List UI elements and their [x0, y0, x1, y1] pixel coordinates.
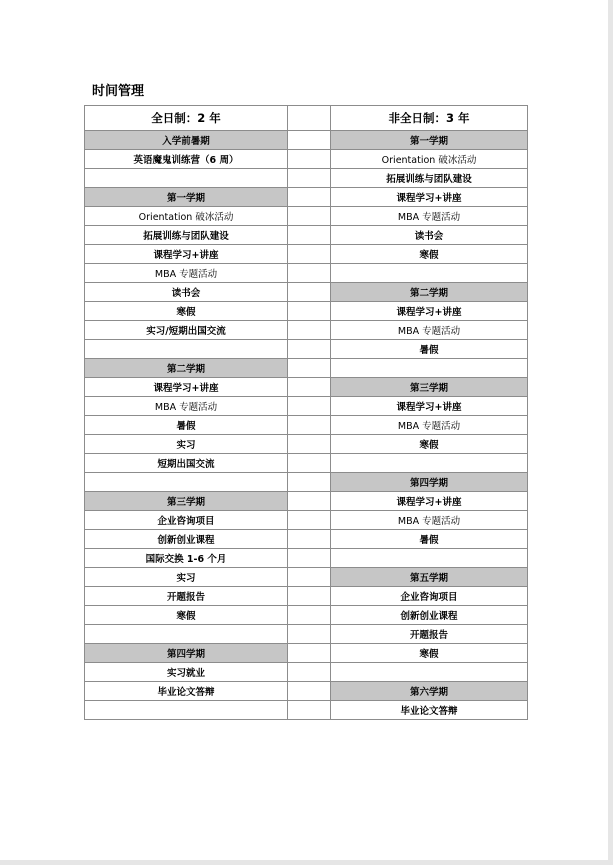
table-row [85, 454, 528, 473]
term-header-left: 第三学期 [85, 492, 288, 511]
term-header-left: 入学前暑期 [85, 131, 288, 150]
cell-right: 暑假 [331, 340, 528, 359]
table-row [85, 568, 528, 587]
table-row [85, 169, 528, 188]
term-header-left: 第一学期 [85, 188, 288, 207]
cell-left: 短期出国交流 [85, 454, 288, 473]
table-row [85, 587, 528, 606]
table-row [85, 245, 528, 264]
cell-right: 课程学习+讲座 [331, 492, 528, 511]
section-title: 时间管理 [92, 84, 145, 99]
table-row [85, 359, 528, 378]
table-row [85, 302, 528, 321]
cell-gap [288, 378, 331, 397]
header-gap [288, 106, 331, 131]
cell-gap [288, 226, 331, 245]
cell-left: 课程学习+讲座 [85, 378, 288, 397]
cell-right: MBA 专题活动 [331, 416, 528, 435]
table-row [85, 150, 528, 169]
table-row [85, 226, 528, 245]
cell-right [331, 454, 528, 473]
cell-left: 毕业论文答辩 [85, 682, 288, 701]
cell-gap [288, 283, 331, 302]
table-row [85, 378, 528, 397]
cell-right: 创新创业课程 [331, 606, 528, 625]
table-row [85, 473, 528, 492]
schedule-table [84, 105, 528, 720]
cell-right: 开题报告 [331, 625, 528, 644]
header-part-time: 非全日制：3 年 [331, 106, 528, 131]
cell-right: 课程学习+讲座 [331, 302, 528, 321]
header-row [85, 106, 528, 131]
table-row [85, 663, 528, 682]
schedule-table-body [85, 106, 528, 720]
cell-left: 拓展训练与团队建设 [85, 226, 288, 245]
term-header-right: 第二学期 [331, 283, 528, 302]
cell-left: 寒假 [85, 606, 288, 625]
cell-left [85, 169, 288, 188]
term-header-right: 第五学期 [331, 568, 528, 587]
table-row [85, 682, 528, 701]
cell-gap [288, 682, 331, 701]
cell-right: 寒假 [331, 245, 528, 264]
cell-gap [288, 245, 331, 264]
cell-left [85, 701, 288, 720]
cell-right [331, 663, 528, 682]
cell-left: 实习/短期出国交流 [85, 321, 288, 340]
table-row [85, 644, 528, 663]
header-full-time: 全日制：2 年 [85, 106, 288, 131]
cell-gap [288, 530, 331, 549]
table-row [85, 321, 528, 340]
table-row [85, 492, 528, 511]
cell-gap [288, 492, 331, 511]
table-row [85, 416, 528, 435]
cell-gap [288, 663, 331, 682]
cell-left: 课程学习+讲座 [85, 245, 288, 264]
cell-left: 实习就业 [85, 663, 288, 682]
cell-left: MBA 专题活动 [85, 264, 288, 283]
cell-right: 课程学习+讲座 [331, 188, 528, 207]
table-row [85, 435, 528, 454]
table-row [85, 283, 528, 302]
cell-left [85, 340, 288, 359]
cell-right [331, 359, 528, 378]
term-header-left: 第四学期 [85, 644, 288, 663]
table-row [85, 207, 528, 226]
cell-gap [288, 435, 331, 454]
cell-gap [288, 131, 331, 150]
table-row [85, 549, 528, 568]
cell-left: MBA 专题活动 [85, 397, 288, 416]
cell-gap [288, 264, 331, 283]
cell-gap [288, 587, 331, 606]
cell-gap [288, 701, 331, 720]
cell-left [85, 625, 288, 644]
cell-gap [288, 416, 331, 435]
cell-right: Orientation 破冰活动 [331, 150, 528, 169]
cell-left: 实习 [85, 435, 288, 454]
term-header-right: 第三学期 [331, 378, 528, 397]
cell-right: 课程学习+讲座 [331, 397, 528, 416]
table-row [85, 264, 528, 283]
term-header-right: 第四学期 [331, 473, 528, 492]
cell-right: 读书会 [331, 226, 528, 245]
cell-left: 寒假 [85, 302, 288, 321]
cell-gap [288, 207, 331, 226]
table-row [85, 625, 528, 644]
cell-left: 实习 [85, 568, 288, 587]
table-row [85, 701, 528, 720]
cell-gap [288, 568, 331, 587]
cell-left: 暑假 [85, 416, 288, 435]
cell-right: 毕业论文答辩 [331, 701, 528, 720]
cell-right: 暑假 [331, 530, 528, 549]
table-row [85, 530, 528, 549]
cell-gap [288, 359, 331, 378]
table-row [85, 606, 528, 625]
table-row [85, 511, 528, 530]
cell-gap [288, 606, 331, 625]
table-row [85, 188, 528, 207]
cell-gap [288, 454, 331, 473]
cell-left: 开题报告 [85, 587, 288, 606]
cell-right: 寒假 [331, 644, 528, 663]
cell-gap [288, 169, 331, 188]
cell-right: MBA 专题活动 [331, 511, 528, 530]
cell-gap [288, 397, 331, 416]
cell-gap [288, 549, 331, 568]
cell-right [331, 549, 528, 568]
cell-gap [288, 321, 331, 340]
table-row [85, 397, 528, 416]
cell-right: 拓展训练与团队建设 [331, 169, 528, 188]
cell-gap [288, 644, 331, 663]
cell-right: MBA 专题活动 [331, 207, 528, 226]
term-header-right: 第一学期 [331, 131, 528, 150]
term-header-right: 第六学期 [331, 682, 528, 701]
cell-left: 创新创业课程 [85, 530, 288, 549]
cell-gap [288, 340, 331, 359]
cell-gap [288, 511, 331, 530]
cell-left: 英语魔鬼训练营（6 周） [85, 150, 288, 169]
cell-left: 企业咨询项目 [85, 511, 288, 530]
cell-gap [288, 473, 331, 492]
cell-right: 寒假 [331, 435, 528, 454]
table-row [85, 131, 528, 150]
term-header-left: 第二学期 [85, 359, 288, 378]
cell-gap [288, 302, 331, 321]
table-row [85, 340, 528, 359]
cell-left: 读书会 [85, 283, 288, 302]
cell-left [85, 473, 288, 492]
cell-gap [288, 625, 331, 644]
cell-gap [288, 188, 331, 207]
cell-gap [288, 150, 331, 169]
cell-left: 国际交换 1-6 个月 [85, 549, 288, 568]
cell-right: MBA 专题活动 [331, 321, 528, 340]
cell-right [331, 264, 528, 283]
cell-right: 企业咨询项目 [331, 587, 528, 606]
cell-left: Orientation 破冰活动 [85, 207, 288, 226]
